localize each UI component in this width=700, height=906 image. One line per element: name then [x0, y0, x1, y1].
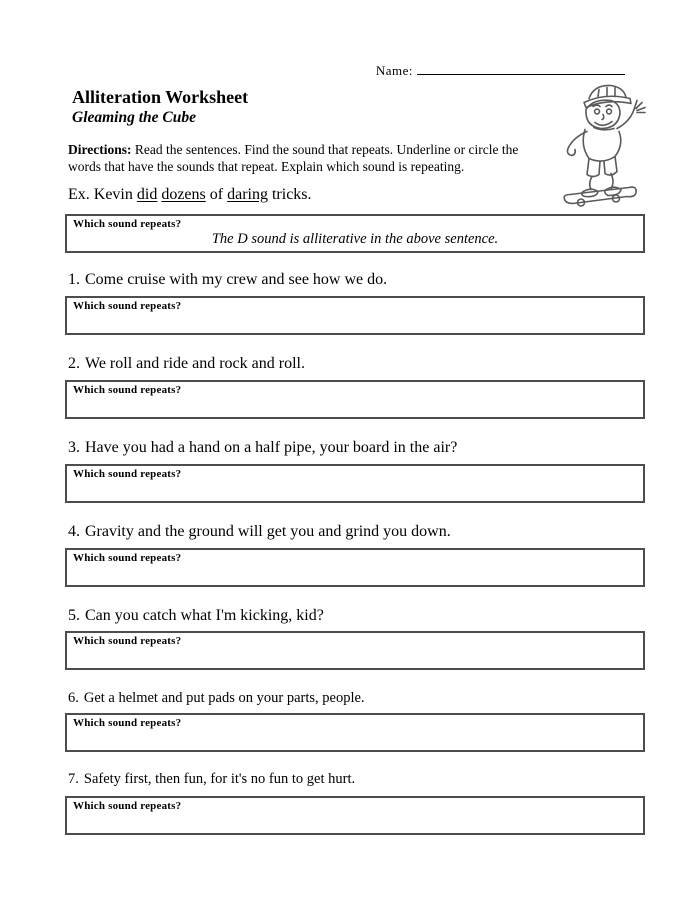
box-label: Which sound repeats?	[73, 635, 182, 647]
skateboarder-clipart-icon	[537, 80, 667, 208]
question-sentence	[68, 523, 451, 541]
question-text: We roll and ride and rock and roll.	[85, 355, 305, 372]
example-text: tricks.	[267, 186, 312, 203]
answer-box[interactable]	[65, 548, 645, 587]
question-number: 6.	[68, 690, 79, 706]
question-number: 2.	[68, 355, 80, 372]
question-text: Come cruise with my crew and see how we do.	[85, 271, 388, 288]
answer-box[interactable]	[65, 631, 645, 670]
answer-box[interactable]	[65, 380, 645, 419]
box-label: Which sound repeats?	[73, 384, 182, 396]
question-number: 5.	[68, 607, 80, 624]
example-text: Ex. Kevin	[68, 186, 137, 203]
name-label: Name:	[375, 63, 413, 78]
question-text: Get a helmet and put pads on your parts, people.	[83, 690, 365, 706]
box-label: Which sound repeats?	[73, 300, 182, 312]
answer-box[interactable]	[65, 796, 645, 835]
name-row	[376, 62, 625, 79]
question-text: Can you catch what I'm kicking, kid?	[85, 607, 324, 624]
box-label: Which sound repeats?	[73, 717, 182, 729]
question-text: Gravity and the ground will get you and grind you down.	[85, 523, 451, 540]
name-blank-line[interactable]	[417, 62, 625, 75]
directions-label: Directions:	[68, 142, 132, 157]
underlined-word: dozens	[161, 186, 206, 203]
question-number: 1.	[68, 271, 80, 288]
question-sentence	[68, 271, 387, 289]
question-number: 4.	[68, 523, 80, 540]
question-sentence	[68, 439, 457, 457]
page-subtitle: Gleaming the Cube	[72, 109, 197, 126]
example-sentence	[68, 186, 312, 204]
question-sentence	[68, 607, 324, 625]
answer-box[interactable]	[65, 464, 645, 503]
box-label: Which sound repeats?	[73, 800, 182, 812]
question-text: Safety first, then fun, for it's no fun to get hurt.	[83, 771, 356, 787]
example-answer-box	[65, 214, 645, 253]
question-sentence	[68, 355, 305, 373]
question-sentence	[68, 771, 355, 788]
box-label: Which sound repeats?	[73, 468, 182, 480]
directions-text: Read the sentences. Find the sound that repeats. Underline or circle the words that have the sounds that repeat. Explain which sound is repeating.	[68, 142, 519, 174]
underlined-word: did	[136, 186, 158, 203]
question-sentence	[68, 690, 365, 707]
box-label: Which sound repeats?	[73, 218, 182, 230]
question-number: 7.	[68, 771, 79, 787]
underlined-word: daring	[227, 186, 268, 203]
directions	[68, 141, 520, 175]
box-label: Which sound repeats?	[73, 552, 182, 564]
answer-box[interactable]	[65, 713, 645, 752]
answer-box[interactable]	[65, 296, 645, 335]
question-number: 3.	[68, 439, 80, 456]
example-answer: The D sound is alliterative in the above sentence.	[211, 231, 499, 247]
example-text: of	[205, 186, 228, 203]
question-text: Have you had a hand on a half pipe, your board in the air?	[85, 439, 458, 456]
page-title: Alliteration Worksheet	[72, 87, 249, 107]
